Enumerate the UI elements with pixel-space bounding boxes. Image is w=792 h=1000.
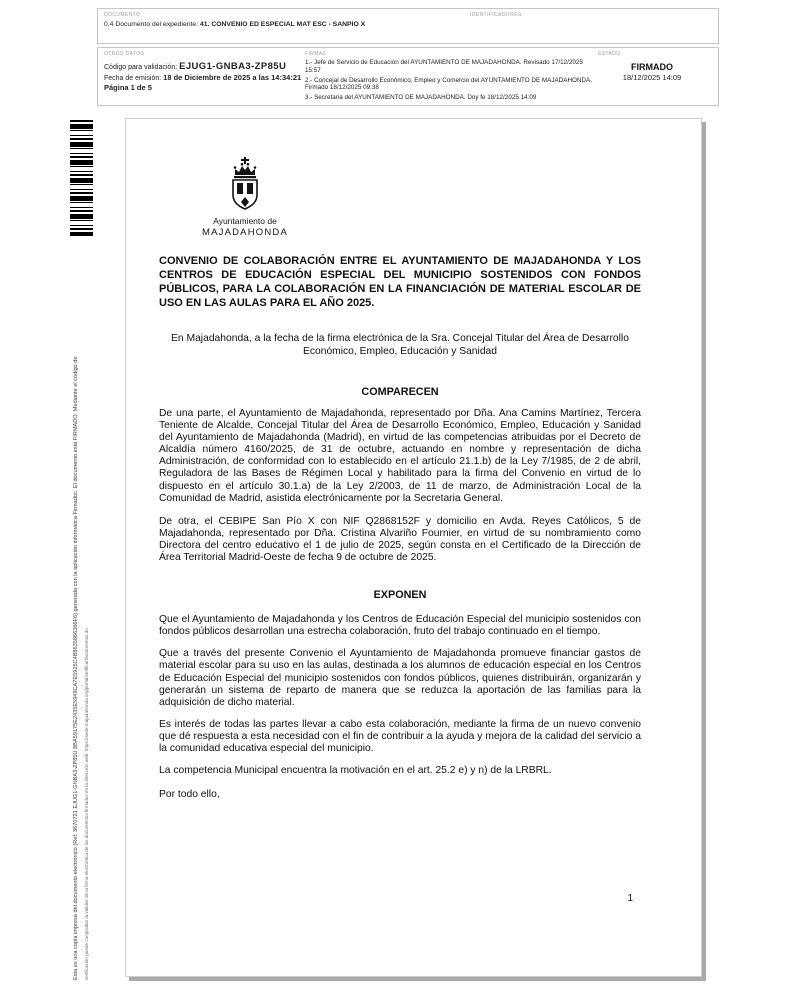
estado-datetime: 18/12/2025 14:09 bbox=[622, 73, 682, 82]
codigo-validacion-label: Código para validación: bbox=[104, 64, 180, 71]
exponen-paragraph-2: Que a través del presente Convenio el Ayuntamiento de Majadahonda promueve financiar gastos de material escolar para su uso en las aulas, destinada a los alumnos de educación especial en los Centros de Educación Especial del municipio sostenidos con fondos públicos, quienes distribuirán, organizarán y generarán un sistema de reparto de manera que se reduzca la aportación de las familias para la adquisición de dicho material. bbox=[159, 648, 641, 708]
exponen-paragraph-1: Que el Ayuntamiento de Majadahonda y los Centros de Educación Especial del municipio sostenidos con fondos públicos desarrollan una estrecha colaboración, fruto del trabajo continuado en el tiempo. bbox=[159, 614, 641, 638]
fecha-emision-value: 18 de Diciembre de 2025 a las 14:34:21 bbox=[163, 73, 302, 82]
header-box-documento bbox=[97, 8, 719, 44]
firma-line-3: 3.- Secretaria del AYUNTAMIENTO DE MAJADAHONDA. Doy fe 18/12/2025 14:09 bbox=[305, 94, 537, 102]
vertical-verification-text-1: Esta es una copia impresa del documento electrónico (Ref: 3670721 EJUG1-GNBA3-ZP85U 8BA59175E2435E5949CA7E5925C4B8635866366F6) generada con la aplicación informática Firmadoc. El documento está FIRMADO. Mediante el código de bbox=[73, 356, 79, 980]
estado-label: ESTADO bbox=[598, 51, 621, 57]
estado-status-badge: FIRMADO bbox=[631, 62, 673, 72]
exponen-heading: EXPONEN bbox=[373, 589, 427, 602]
documento-text-prefix: 0.4 Documento del expediente: bbox=[104, 21, 200, 28]
documento-label: DOCUMENTO bbox=[104, 12, 141, 18]
pagina-indicator: Página 1 de 5 bbox=[104, 83, 152, 92]
otros-datos-label: OTROS DATOS bbox=[104, 51, 145, 57]
comparecen-paragraph-1: De una parte, el Ayuntamiento de Majadahonda, representado por Dña. Ana Camins Martínez, Tercera Teniente de Alcalde, Concejal Titular del Área de Desarrollo Económico, Empleo, Educación y Sanidad del Ayuntamiento de Majadahonda (Madrid), en virtud de las competencias atribuidas por el Decreto de Alcaldía número 4160/2025, de 31 de octubre, actuando en nombre y representación de dicha Administración, de conformidad con lo establecido en el artículo 21.1.b) de la Ley 7/1985, de 2 de abril, Reguladora de las Bases de Régimen Local y habilitado para la firma del Convenio en virtud de lo dispuesto en el artículo 30.1.a) de la Ley 2/2003, de 11 de marzo, de Administración Local de la Comunidad de Madrid, asistida electrónicamente por la Secretaria General. bbox=[159, 408, 641, 504]
vertical-verification-text-2: verificación puede comprobar la validez de la firma electrónica de los documentos firmados en la dirección web: https://sede.majadahonda.org/portal/verificarDocumentos.do bbox=[84, 628, 89, 980]
firma-line-2: 2.- Concejal de Desarrollo Económico, Empleo y Comercio del AYUNTAMIENTO DE MAJADAHONDA. Firmado 18/12/2025 09:38 bbox=[305, 76, 592, 92]
identificadores-label: IDENTIFICADORES bbox=[470, 12, 522, 18]
org-name-line2: MAJADAHONDA bbox=[201, 227, 289, 238]
codigo-validacion-value: EJUG1-GNBA3-ZP85U bbox=[179, 61, 287, 72]
documento-text-expediente: 41. CONVENIO ED ESPECIAL MAT ESC - SANPIO X bbox=[199, 21, 366, 28]
codigo-validacion bbox=[104, 61, 302, 72]
fecha-emision bbox=[104, 73, 302, 82]
exponen-paragraph-5: Por todo ello, bbox=[159, 789, 220, 801]
dateline: En Majadahonda, a la fecha de la firma electrónica de la Sra. Concejal Titular del Área de Desarrollo Económico, Empleo, Educación y Sanidad bbox=[171, 333, 629, 357]
exponen-paragraph-4: La competencia Municipal encuentra la motivación en el art. 25.2 e) y n) de la LRBRL. bbox=[159, 765, 552, 777]
barcode bbox=[70, 120, 93, 236]
firmas-label: FIRMAS bbox=[305, 51, 327, 57]
estado-section bbox=[598, 51, 706, 82]
comparecen-heading: COMPARECEN bbox=[361, 386, 439, 398]
fecha-emision-label: Fecha de emisión: bbox=[104, 75, 164, 82]
header-box-validacion bbox=[97, 47, 719, 106]
page-number: 1 bbox=[627, 893, 633, 904]
document-title: CONVENIO DE COLABORACIÓN ENTRE EL AYUNTAMIENTO DE MAJADAHONDA Y LOS CENTROS DE EDUCACIÓN ESPECIAL DEL MUNICIPIO SOSTENIDOS CON FONDOS PÚBLICOS, PARA LA COLABORACIÓN EN LA FINANCIACIÓN DE MATERIAL ESCOLAR DE USO EN LAS AULAS PARA EL AÑO 2025. bbox=[159, 255, 641, 309]
firma-line-1: 1.- Jefe de Servicio de Educación del AYUNTAMIENTO DE MAJADAHONDA. Revisado 17/12/2025 15:57 bbox=[305, 59, 583, 74]
otros-datos-section bbox=[104, 51, 302, 92]
comparecen-paragraph-2: De otra, el CEBIPE San Pío X con NIF Q2868152F y domicilio en Avda. Reyes Católicos, 5 de Majadahonda, representado por Dña. Cristina Alvariño Fournier, en virtud de su nombramiento como Directora del centro educativo el 1 de julio de 2025, según consta en el Certificado de la Dirección de Área Territorial Madrid-Oeste de fecha 9 de octubre de 2025. bbox=[159, 515, 641, 564]
org-name-line1: Ayuntamiento de bbox=[213, 216, 277, 226]
exponen-paragraph-3: Es interés de todas las partes llevar a cabo esta colaboración, mediante la firma de un nuevo convenio que dé respuesta a esta necesidad con el fin de contribuir a la ayuda y mejora de la calidad del servicio a la comunidad educativa especial del municipio. bbox=[159, 718, 641, 754]
document-body bbox=[126, 119, 701, 976]
firmas-section bbox=[305, 51, 593, 102]
documento-text bbox=[104, 21, 404, 30]
document-sheet bbox=[125, 118, 702, 977]
